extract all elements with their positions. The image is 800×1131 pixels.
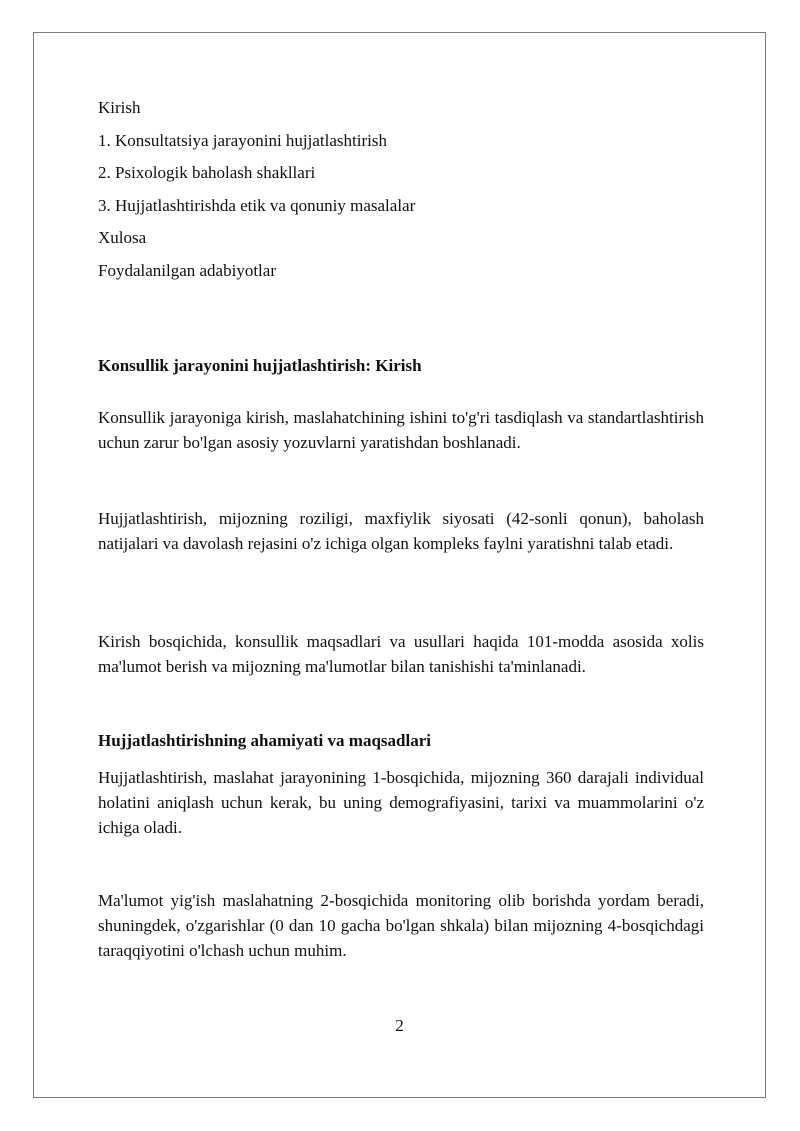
page-number: 2 <box>395 1016 404 1035</box>
toc-item-3: 3. Hujjatlashtirishda etik va qonuniy masalalar <box>98 195 416 215</box>
paragraph: Hujjatlashtirish, maslahat jarayonining 1-bosqichida, mijozning 360 darajali individual holatini aniqlash uchun kerak, bu uning demografiyasini, tarixi va muammolarini o'z ichiga oladi. <box>98 768 704 837</box>
paragraph: Konsullik jarayoniga kirish, maslahatchining ishini to'g'ri tasdiqlash va standartlashtirish uchun zarur bo'lgan asosiy yozuvlarni yaratishdan boshlanadi. <box>98 408 704 452</box>
toc-item-intro: Kirish <box>98 98 141 117</box>
paragraph: Hujjatlashtirish, mijozning roziligi, maxfiylik siyosati (42-sonli qonun), baholash natijalari va davolash rejasini o'z ichiga olgan kompleks faylni yaratishni talab etadi. <box>98 509 704 553</box>
section-heading-intro: Konsullik jarayonini hujjatlashtirish: Kirish <box>98 356 422 375</box>
toc-item-1: 1. Konsultatsiya jarayonini hujjatlashtirish <box>98 130 387 150</box>
paragraph: Kirish bosqichida, konsullik maqsadlari va usullari haqida 101-modda asosida xolis ma'lumot berish va mijozning ma'lumotlar bilan tanishishi ta'minlanadi. <box>98 632 704 676</box>
toc-item-conclusion: Xulosa <box>98 228 147 247</box>
section-heading-importance: Hujjatlashtirishning ahamiyati va maqsadlari <box>98 731 431 750</box>
toc-item-2: 2. Psixologik baholash shakllari <box>98 163 316 182</box>
toc-item-references: Foydalanilgan adabiyotlar <box>98 260 276 280</box>
table-of-contents <box>98 97 704 292</box>
paragraph: Ma'lumot yig'ish maslahatning 2-bosqichida monitoring olib borishda yordam beradi, shuningdek, o'zgarishlar (0 dan 10 gacha bo'lgan shkala) bilan mijozning 4-bosqichdagi taraqqiyotini o'lchash uchun muhim. <box>98 891 704 960</box>
document-page <box>33 32 766 1098</box>
